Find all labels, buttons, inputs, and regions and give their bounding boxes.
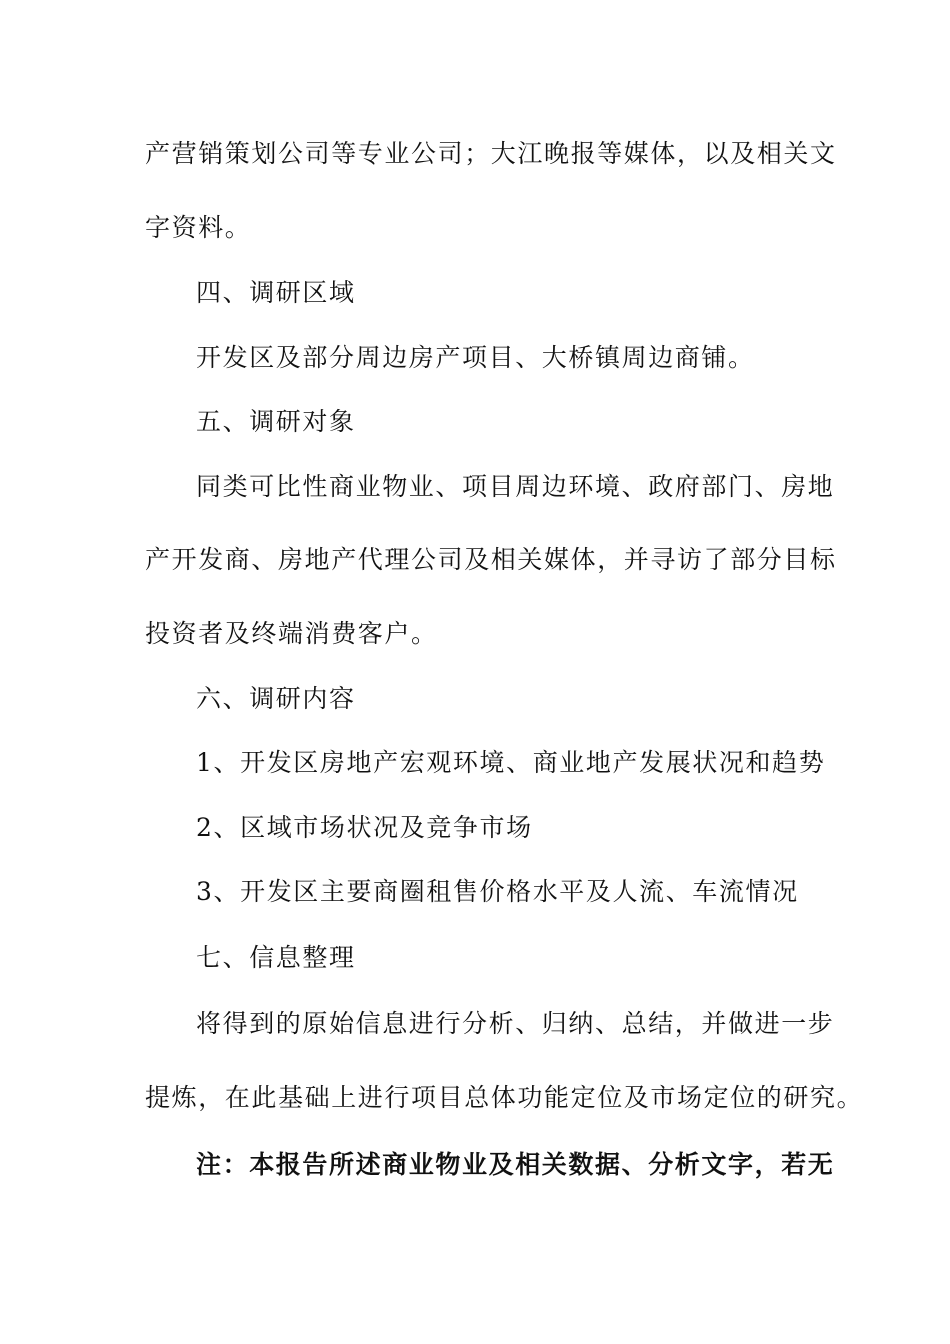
list-item: 3、开发区主要商圈租售价格水平及人流、车流情况 xyxy=(196,877,799,906)
section-heading: 四、调研区域 xyxy=(196,278,356,307)
section-heading: 五、调研对象 xyxy=(196,407,356,436)
paragraph-line: 产开发商、房地产代理公司及相关媒体，并寻访了部分目标 xyxy=(145,545,837,574)
paragraph-line: 提炼，在此基础上进行项目总体功能定位及市场定位的研究。 xyxy=(145,1083,864,1112)
paragraph-line: 同类可比性商业物业、项目周边环境、政府部门、房地 xyxy=(196,472,835,501)
section-heading: 六、调研内容 xyxy=(196,684,356,713)
paragraph-line: 字资料。 xyxy=(145,213,252,242)
paragraph-line: 开发区及部分周边房产项目、大桥镇周边商铺。 xyxy=(196,343,755,372)
note-line: 注：本报告所述商业物业及相关数据、分析文字，若无 xyxy=(196,1150,835,1179)
paragraph-line: 投资者及终端消费客户。 xyxy=(145,619,438,648)
list-item: 1、开发区房地产宏观环境、商业地产发展状况和趋势 xyxy=(196,748,826,777)
paragraph-line: 产营销策划公司等专业公司；大江晚报等媒体，以及相关文 xyxy=(145,139,837,168)
list-item: 2、区域市场状况及竞争市场 xyxy=(196,813,533,842)
section-heading: 七、信息整理 xyxy=(196,943,356,972)
paragraph-line: 将得到的原始信息进行分析、归纳、总结，并做进一步 xyxy=(196,1009,835,1038)
